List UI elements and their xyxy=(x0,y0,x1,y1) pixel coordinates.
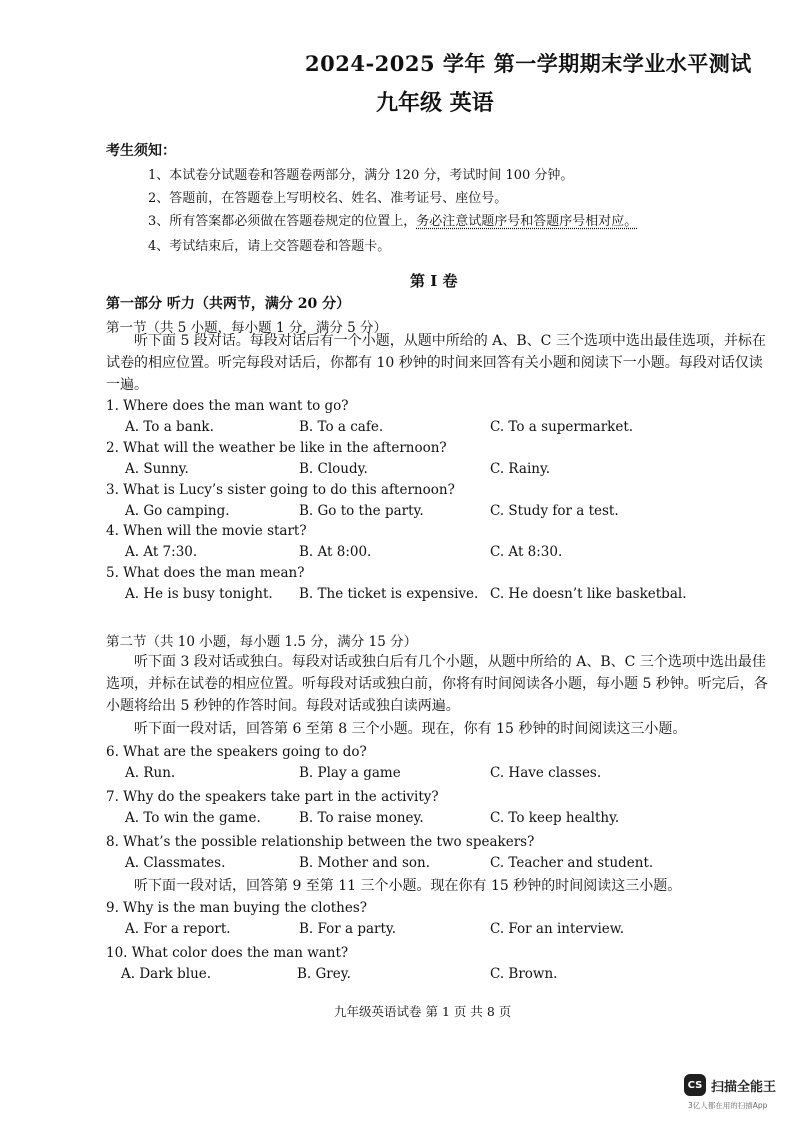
section1-heading: 第一节（共 5 小题，每小题 1 分，满分 5 分） xyxy=(106,320,388,336)
question-2: 2. What will the weather be like in the afternoon? xyxy=(106,440,447,456)
q10-option-b: B. Grey. xyxy=(297,966,351,982)
question-6: 6. What are the speakers going to do? xyxy=(106,744,367,760)
section2-instructions: 听下面 3 段对话或独白。每段对话或独白后有几个小题，从题中所给的 A、B、C 三个选项中选出最佳选项，并标在试卷的相应位置。听每段对话或独白前，你将有时间阅读各小题，每小题 5 秒钟。听完后，各小题将给出 5 秒钟的作答时间。每段对话或独白读两遍。 xyxy=(106,654,768,714)
part1-heading: 第一部分 听力（共两节，满分 20 分） xyxy=(106,296,351,312)
notice-heading: 考生须知： xyxy=(106,143,176,159)
q7-option-c: C. To keep healthy. xyxy=(490,810,620,826)
q3-option-c: C. Study for a test. xyxy=(490,503,619,519)
question-8: 8. What’s the possible relationship between the two speakers? xyxy=(106,834,535,850)
passage2-intro: 听下面一段对话，回答第 9 至第 11 三个小题。现在你有 15 秒钟的时间阅读这三小题。 xyxy=(134,878,682,894)
q8-option-a: A. Classmates. xyxy=(125,855,226,871)
question-10: 10. What color does the man want? xyxy=(106,945,349,961)
question-1: 1. Where does the man want to go? xyxy=(106,398,349,414)
q9-option-c: C. For an interview. xyxy=(490,921,625,937)
notice-item-3-text: 3、所有答案都必须做在答题卷规定的位置上， xyxy=(148,214,417,229)
notice-item-4: 4、考试结束后，请上交答题卷和答题卡。 xyxy=(148,239,391,254)
notice-item-1: 1、本试卷分试题卷和答题卷两部分，满分 120 分，考试时间 100 分钟。 xyxy=(148,168,574,183)
q8-option-b: B. Mother and son. xyxy=(299,855,431,871)
q7-option-a: A. To win the game. xyxy=(125,810,261,826)
q3-option-b: B. Go to the party. xyxy=(299,503,424,519)
q8-option-c: C. Teacher and student. xyxy=(490,855,654,871)
exam-title: 2024-2025 学年 第一学期期末学业水平测试 xyxy=(305,51,752,76)
q6-option-a: A. Run. xyxy=(125,765,176,781)
q2-option-c: C. Rainy. xyxy=(490,461,551,477)
q6-option-b: B. Play a game xyxy=(299,765,401,781)
watermark-app-name: 扫描全能王 xyxy=(711,1079,777,1095)
q3-option-a: A. Go camping. xyxy=(125,503,230,519)
exam-subtitle: 九年级 英语 xyxy=(376,90,494,116)
notice-item-2: 2、答题前，在答题卷上写明校名、姓名、准考证号、座位号。 xyxy=(148,191,508,206)
question-7: 7. Why do the speakers take part in the activity? xyxy=(106,789,439,805)
section1-instructions: 听下面 5 段对话。每段对话后有一个小题，从题中所给的 A、B、C 三个选项中选出最佳选项，并标在试卷的相应位置。听完每段对话后，你都有 10 秒钟的时间来回答有关小题和阅读下一小题。每段对话仅读一遍。 xyxy=(106,333,766,393)
q5-option-a: A. He is busy tonight. xyxy=(125,586,273,602)
q2-option-b: B. Cloudy. xyxy=(299,461,368,477)
q4-option-c: C. At 8:30. xyxy=(490,544,563,560)
section2-heading: 第二节（共 10 小题，每小题 1.5 分，满分 15 分） xyxy=(106,634,418,650)
q5-option-b: B. The ticket is expensive. xyxy=(299,586,479,602)
camscanner-logo-icon: CS xyxy=(684,1074,706,1096)
q10-option-a: A. Dark blue. xyxy=(121,966,212,982)
passage1-intro: 听下面一段对话，回答第 6 至第 8 三个小题。现在，你有 15 秒钟的时间阅读这三小题。 xyxy=(134,721,687,737)
q5-option-c: C. He doesn’t like basketbal. xyxy=(490,586,687,602)
question-3: 3. What is Lucy’s sister going to do this afternoon? xyxy=(106,482,455,498)
scanner-watermark xyxy=(684,1074,776,1096)
q10-option-c: C. Brown. xyxy=(490,966,558,982)
question-5: 5. What does the man mean? xyxy=(106,565,305,581)
q7-option-b: B. To raise money. xyxy=(299,810,424,826)
page-footer: 九年级英语试卷 第 1 页 共 8 页 xyxy=(334,1004,512,1019)
q9-option-a: A. For a report. xyxy=(125,921,231,937)
watermark-tagline: 3亿人都在用的扫描App xyxy=(688,1101,768,1110)
question-9: 9. Why is the man buying the clothes? xyxy=(106,900,368,916)
q9-option-b: B. For a party. xyxy=(299,921,397,937)
q1-option-a: A. To a bank. xyxy=(125,419,214,435)
q4-option-b: B. At 8:00. xyxy=(299,544,372,560)
q1-option-c: C. To a supermarket. xyxy=(490,419,634,435)
q6-option-c: C. Have classes. xyxy=(490,765,602,781)
notice-item-3-emphasis: 务必注意试题序号和答题序号相对应。 xyxy=(416,214,638,229)
q4-option-a: A. At 7:30. xyxy=(125,544,198,560)
question-4: 4. When will the movie start? xyxy=(106,523,307,539)
q2-option-a: A. Sunny. xyxy=(125,461,189,477)
notice-item-3 xyxy=(148,210,637,229)
volume-heading: 第 I 卷 xyxy=(410,272,458,290)
q1-option-b: B. To a cafe. xyxy=(299,419,384,435)
